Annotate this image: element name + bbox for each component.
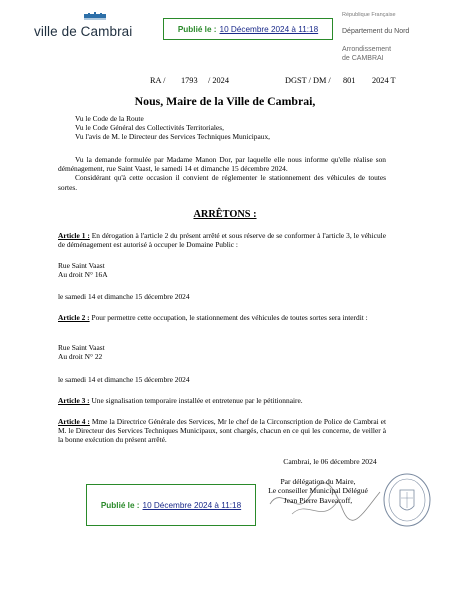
considerant-paragraph: Considérant qu'à cette occasion il convient de réglementer le stationnement des véhicules de toutes sortes.	[58, 173, 386, 192]
article-2-dates: le samedi 14 et dimanche 15 décembre 2024	[58, 375, 190, 384]
signature-place-date: Cambrai, le 06 décembre 2024	[283, 457, 377, 466]
ref-ra: RA /	[150, 76, 166, 85]
vu-list	[75, 114, 395, 142]
departement-label: Département du Nord	[342, 28, 410, 36]
stamp-date-link[interactable]: 10 Décembre 2024 à 11:18	[142, 500, 242, 510]
article-1-text: En dérogation à l'article 2 du présent arrêté et sous réserve de se conformer à l'article 3, le véhicule de déménagement est autorisé à occuper le Domaine Public :	[58, 231, 386, 250]
article-4	[58, 417, 386, 445]
ref-ra-number: 1793	[181, 76, 198, 85]
stamp-label: Publié le :	[100, 500, 140, 510]
arretons-heading: ARRÊTONS :	[193, 209, 257, 220]
article-3-label: Article 3 :	[58, 396, 90, 405]
article-2-text: Pour permettre cette occupation, le stationnement des véhicules de toutes sortes sera interdit :	[89, 313, 368, 322]
ref-ra-year: / 2024	[208, 76, 229, 85]
official-seal-icon	[382, 472, 432, 528]
article-2-label: Article 2 :	[58, 313, 90, 322]
vu-item: Vu le Code de la Route	[75, 114, 144, 123]
article-1-location	[58, 261, 386, 279]
article-1-dates: le samedi 14 et dimanche 15 décembre 2024	[58, 292, 190, 301]
handwritten-signature-icon	[262, 474, 388, 530]
city-logo	[14, 10, 132, 44]
signature-line-1: Par délégation du Maire,	[280, 477, 356, 486]
arrondissement-line1: Arrondissement	[342, 46, 392, 54]
administrative-header	[342, 12, 409, 63]
stamp-date-link[interactable]: 10 Décembre 2024 à 11:18	[219, 24, 319, 34]
logo-text: ville de Cambrai	[34, 24, 133, 39]
signature-line-2: Le conseiller Municipal Délégué	[268, 486, 368, 496]
article-3-text: Une signalisation temporaire installée et entretenue par le pétitionnaire.	[89, 396, 303, 405]
vu-item: Vu le Code Général des Collectivités Territoriales,	[75, 123, 224, 133]
article-1-street: Rue Saint Vaast	[58, 261, 105, 270]
article-1-number: Au droit N° 16A	[58, 270, 108, 280]
article-1	[58, 231, 386, 249]
article-4-text: Mme la Directrice Générale des Services, Mr le chef de la Circonscription de Police de Cambrai et M. le Directeur des Services Techniques Municipaux, sont chargés, chacun en ce qui les concerne, de veiller à la bonne exécution du présent arrêté.	[58, 417, 386, 445]
article-2-number: Au droit N° 22	[58, 352, 103, 362]
ref-dgst: DGST / DM /	[285, 76, 331, 85]
article-1-label: Article 1 :	[58, 231, 90, 240]
page-title: Nous, Maire de la Ville de Cambrai,	[134, 94, 316, 108]
stamp-label: Publié le :	[177, 24, 217, 34]
vu-item: Vu l'avis de M. le Directeur des Services Techniques Municipaux,	[75, 132, 271, 142]
publication-stamp-bottom	[86, 484, 256, 526]
arrondissement-line2: de CAMBRAI	[342, 55, 384, 63]
ref-dgst-number: 801	[343, 76, 356, 85]
article-4-label: Article 4 :	[58, 417, 90, 426]
article-2-location	[58, 343, 386, 361]
considerant-paragraph: Vu la demande formulée par Madame Manon Dor, par laquelle elle nous informe qu'elle réalise son déménagement, rue Saint Vaast, le samedi 14 et dimanche 15 décembre 2024.	[58, 155, 386, 174]
publication-stamp-top	[163, 18, 333, 40]
article-2-street: Rue Saint Vaast	[58, 343, 105, 352]
signature-line-3: Jean Pierre Baveacoff,	[283, 495, 353, 505]
article-3	[58, 396, 386, 405]
considerants	[58, 155, 386, 192]
article-2	[58, 313, 386, 322]
ref-dgst-year: 2024 T	[372, 76, 396, 85]
republique-label: République Française	[342, 12, 396, 18]
